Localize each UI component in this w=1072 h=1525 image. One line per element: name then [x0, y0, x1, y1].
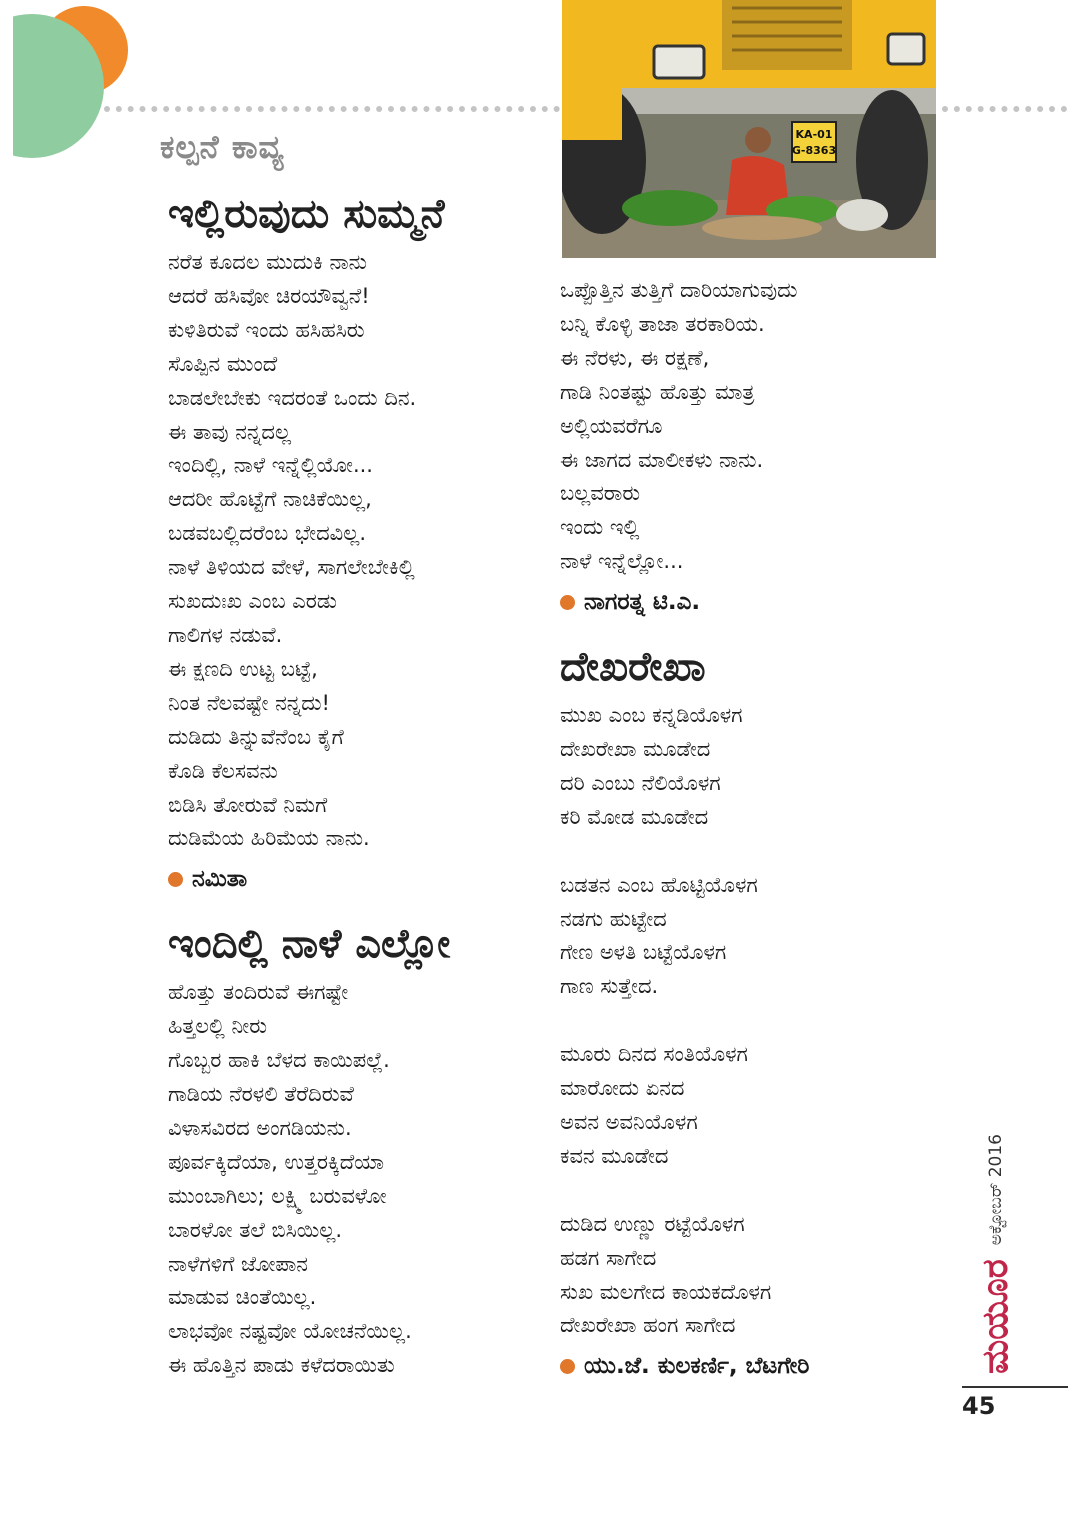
author-name: ನಮಿತಾ: [192, 866, 248, 893]
poem-line: ಬಾರಳೋ ತಲೆ ಬಿಸಿಯಿಲ್ಲ.: [168, 1217, 343, 1242]
poem-line: ನಾಳೆಗಳಿಗೆ ಜೋಪಾನ: [168, 1251, 308, 1276]
magazine-name: ಮಯೂರ: [975, 1259, 1016, 1374]
author-name: ನಾಗರತ್ನ ಟಿ.ಎ.: [584, 589, 701, 616]
section-label: ಕಲ್ಪನೆ ಕಾವ್ಯ: [160, 128, 285, 166]
plate-line-1: KA-01: [795, 128, 833, 141]
dotted-rule-left: [104, 106, 560, 112]
poem-body: [560, 699, 940, 1343]
left-column: [168, 186, 548, 1383]
poem-author: [168, 866, 548, 892]
poem-line: ಆದರೆ ಹಸಿವೋ ಚಿರಯೌವ್ವನೆ!: [168, 283, 370, 308]
poem-line: ದುಡಿದು ತಿನ್ನುವೆನೆಂಬ ಕೈಗೆ: [168, 724, 344, 749]
dotted-rule-right: [942, 106, 1067, 112]
poem-line: ದೇಖರೇಖಾ ಹಂಗ ಸಾಗೇದ: [560, 1313, 736, 1338]
poem-line: ಬಡತನ ಎಂಬ ಹೊಟ್ಟಿಯೊಳಗ: [560, 872, 758, 897]
right-column: [560, 268, 940, 1403]
poem-title: ಇಂದಿಲ್ಲಿ ನಾಳೆ ಎಲ್ಲೋ: [168, 921, 451, 968]
poem-line: ಈ ಜಾಗದ ಮಾಲೀಕಳು ನಾನು.: [560, 447, 764, 472]
poem-line: ಮೂರು ದಿನದ ಸಂತಿಯೊಳಗ: [560, 1042, 748, 1067]
author-name: ಯು.ಜೆ. ಕುಲಕರ್ಣಿ, ಬೆಟಗೇರಿ: [584, 1353, 810, 1380]
poem-title: ದೇಖರೇಖಾ: [560, 644, 706, 691]
poem-line: ನಿಂತ ನೆಲವಷ್ಟೇ ನನ್ನದು!: [168, 690, 330, 715]
poem-line: ಕೊಡಿ ಕೆಲಸವನು: [168, 758, 278, 783]
poem-line: ನಡಗು ಹುಟ್ಟೇದ: [560, 906, 667, 931]
poem-line: ಈ ತಾವು ನನ್ನದಲ್ಲ: [168, 419, 292, 444]
poem-line: ನಾಳೆ ತಿಳಿಯದ ವೇಳೆ, ಸಾಗಲೇಬೇಕಿಲ್ಲಿ: [168, 555, 415, 580]
poem-line: ದುಡಿದ ಉಣ್ಣು ರಟ್ಟೆಯೊಳಗ: [560, 1211, 745, 1236]
poem-line: ಅಲ್ಲಿಯವರೆಗೂ: [560, 413, 663, 438]
page-number: 45: [962, 1392, 996, 1420]
poem-line: ಮಾರೋದು ಏನದ: [560, 1076, 685, 1101]
poem-line: ಸುಖದುಃಖ ಎಂಬ ಎರಡು: [168, 589, 337, 614]
poem-line: ದುಡಿಮೆಯ ಹಿರಿಮೆಯ ನಾನು.: [168, 826, 370, 851]
poem-author: [560, 589, 940, 615]
bullet-icon: [168, 872, 183, 887]
stanza-break: [560, 835, 940, 869]
poem-line: ಹಿತ್ತಲಲ್ಲಿ ನೀರು: [168, 1014, 268, 1039]
vertical-masthead: [975, 1134, 1017, 1374]
poem-line: ಮುಂಬಾಗಿಲು; ಲಕ್ಷ್ಮಿ ಬರುವಳೋ: [168, 1183, 387, 1208]
stanza-break: [560, 1174, 940, 1208]
poem-line: ಈ ಕ್ಷಣದಿ ಉಟ್ಟ ಬಟ್ಟೆ,: [168, 656, 318, 681]
poem-line: ಸೊಪ್ಪಿನ ಮುಂದೆ: [168, 351, 278, 376]
poem-line: ಗಾಣ ಸುತ್ತೇದ.: [560, 974, 659, 999]
poem-author: [560, 1353, 940, 1379]
poem-line: ಇಂದಿಲ್ಲಿ, ನಾಳೆ ಇನ್ನೆಲ್ಲಿಯೋ...: [168, 453, 373, 478]
poem-line: ನಾಳೆ ಇನ್ನೆಲ್ಲೋ...: [560, 549, 684, 574]
poem-line: ಗಾಲಿಗಳ ನಡುವೆ.: [168, 622, 283, 647]
poem-line: ದೇಖರೇಖಾ ಮೂಡೇದ: [560, 737, 711, 762]
bullet-icon: [560, 595, 575, 610]
poem-body-continued: [560, 274, 940, 579]
stanza-break: [560, 1004, 940, 1038]
poem-line: ಈ ಹೊತ್ತಿನ ಪಾಡು ಕಳೆದರಾಯಿತು: [168, 1353, 395, 1378]
poem-line: ಹಡಗ ಸಾಗೇದ: [560, 1245, 657, 1270]
poem-line: ಒಪ್ಪೊತ್ತಿನ ತುತ್ತಿಗೆ ದಾರಿಯಾಗುವುದು: [560, 278, 798, 302]
footer-rule: [962, 1386, 1068, 1388]
issue-date: ಅಕ್ಟೋಬರ್ 2016: [986, 1134, 1006, 1246]
poem-line: ಗಾಡಿಯ ನೆರಳಲಿ ತೆರೆದಿರುವೆ: [168, 1082, 354, 1107]
poem-line: ಆದರೀ ಹೊಟ್ಟೆಗೆ ನಾಚಿಕೆಯಿಲ್ಲ,: [168, 487, 372, 512]
poem-line: ಮಾಡುವ ಚಿಂತೆಯಿಲ್ಲ.: [168, 1285, 317, 1310]
bullet-icon: [560, 1359, 575, 1374]
poem-line: ಲಾಭವೋ ನಷ್ಟವೋ ಯೋಚನೆಯಿಲ್ಲ.: [168, 1319, 412, 1344]
poem-line: ಮುಖ ಎಂಬ ಕನ್ನಡಿಯೊಳಗ: [560, 703, 743, 728]
poem-body: [168, 976, 548, 1383]
poem-line: ಬಿಡಿಸಿ ತೋರುವೆ ನಿಮಗೆ: [168, 792, 328, 817]
plate-line-2: G-8363: [791, 144, 837, 157]
poem-line: ನರೆತ ಕೂದಲ ಮುದುಕಿ ನಾನು: [168, 250, 367, 274]
poem-title: ಇಲ್ಲಿರುವುದು ಸುಮ್ಮನೆ: [168, 191, 445, 237]
truck-vendor-photo: [562, 0, 936, 258]
poem-line: ಅವನ ಅವನಿಯೊಳಗ: [560, 1110, 698, 1134]
poem-line: ಕರಿ ಮೋಡ ಮೂಡೇದ: [560, 804, 709, 829]
poem-line: ಬಲ್ಲವರಾರು: [560, 481, 641, 506]
poem-line: ವಿಳಾಸವಿರದ ಅಂಗಡಿಯನು.: [168, 1115, 352, 1140]
poem-line: ಬಾಡಲೇಬೇಕು ಇದರಂತೆ ಒಂದು ದಿನ.: [168, 385, 417, 410]
poem-line: ಇಂದು ಇಲ್ಲಿ: [560, 515, 640, 540]
poem-line: ದರಿ ಎಂಬು ನೆಲಿಯೊಳಗ: [560, 770, 721, 795]
poem-line: ಬಡವಬಲ್ಲಿದರೆಂಬ ಭೇದವಿಲ್ಲ.: [168, 521, 367, 546]
poem-line: ಕವನ ಮೂಡೇದ: [560, 1143, 669, 1168]
poem-line: ಪೂರ್ವಕ್ಕಿದೆಯಾ, ಉತ್ತರಕ್ಕಿದೆಯಾ: [168, 1149, 385, 1174]
poem-line: ಗೊಬ್ಬರ ಹಾಕಿ ಬೆಳದ ಕಾಯಿಪಲ್ಲೆ.: [168, 1048, 390, 1073]
poem-body: [168, 246, 548, 856]
poem-line: ಬನ್ನಿ ಕೊಳ್ಳಿ ತಾಜಾ ತರಕಾರಿಯ.: [560, 311, 765, 336]
poem-line: ಗಾಡಿ ನಿಂತಷ್ಟು ಹೊತ್ತು ಮಾತ್ರ: [560, 379, 755, 404]
poem-line: ಹೊತ್ತು ತಂದಿರುವೆ ಈಗಷ್ಟೇ: [168, 980, 349, 1005]
poem-line: ಗೇಣ ಅಳತಿ ಬಟ್ಟೆಯೊಳಗ: [560, 940, 727, 965]
poem-line: ಕುಳಿತಿರುವೆ ಇಂದು ಹಸಿಹಸಿರು: [168, 317, 365, 342]
poem-line: ಸುಖ ಮಲಗೇದ ಕಾಯಕದೊಳಗ: [560, 1279, 772, 1304]
poem-line: ಈ ನೆರಳು, ಈ ರಕ್ಷಣೆ,: [560, 345, 710, 370]
